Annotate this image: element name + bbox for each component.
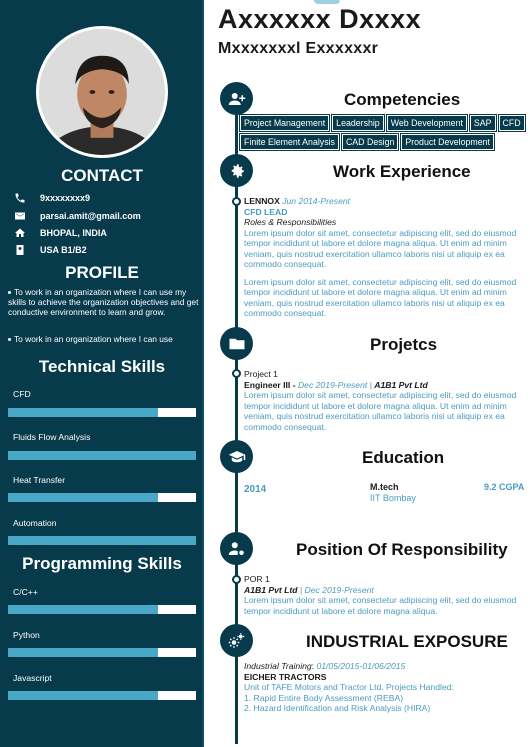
contact-location <box>14 227 107 239</box>
contact-email[interactable] <box>14 210 141 222</box>
skill-bar <box>8 691 196 700</box>
skill-bar-fill <box>8 691 158 700</box>
competency-tag: CFD <box>499 115 525 131</box>
skill-label: Python <box>13 630 40 640</box>
profile-paragraph-1: To work in an organization where I can use my skills to achieve the organization objectives and get conductive environment to learn and grow. <box>8 287 199 317</box>
project-label: Project 1 <box>244 369 278 379</box>
profile-heading: PROFILE <box>65 263 139 282</box>
work-paragraph: Lorem ipsum dolor sit amet, consectetur adipiscing elit, sed do eiusmod tempor incididunt ut labore et dolore magna aliqua. Ut enim ad minim veniam, quis nostrud exercitation ullamco laboris nisi ut aliquip ex ea commodo consequat. <box>244 276 517 318</box>
responsibility-dates: Dec 2019-Present <box>304 584 374 595</box>
education-institute: IIT Bombay <box>370 493 416 503</box>
industrial-heading: INDUSTRIAL EXPOSURE <box>306 632 508 651</box>
graduation-cap-icon <box>220 440 253 473</box>
programming-skills-heading: Programming Skills <box>22 554 182 573</box>
industrial-line: Unit of TAFE Motors and Tractor Ltd. Projects Handled: <box>244 682 454 692</box>
competency-tag: Product Development <box>401 134 494 150</box>
skill-bar <box>8 493 196 502</box>
project-role: Engineer III <box>244 379 291 390</box>
skill-bar-fill <box>8 536 196 545</box>
contact-visa-text: USA B1/B2 <box>40 245 87 255</box>
competency-tags <box>240 115 528 150</box>
skill-label: Fluids Flow Analysis <box>13 432 91 442</box>
education-degree: M.tech <box>370 482 399 492</box>
add-user-icon <box>220 82 253 115</box>
mail-icon <box>14 210 32 222</box>
competency-tag: Leadership <box>332 115 384 131</box>
skill-bar <box>8 648 196 657</box>
folder-icon <box>220 327 253 360</box>
competencies-heading: Competencies <box>344 90 461 109</box>
home-icon <box>14 227 32 239</box>
user-gear-icon <box>220 532 253 565</box>
candidate-title: Mxxxxxxxl Exxxxxxr <box>218 40 379 57</box>
skill-bar <box>8 605 196 614</box>
gears-icon <box>220 624 253 657</box>
contact-heading: CONTACT <box>61 166 143 185</box>
phone-icon <box>14 192 32 204</box>
sidebar <box>0 0 204 747</box>
work-paragraph: Lorem ipsum dolor sit amet, consectetur adipiscing elit, sed do eiusmod tempor incididunt ut labore et dolore magna aliqua. Ut enim ad minim veniam, quis nostrud exercitation ullamco laboris nisi ut aliquip ex ea commodo consequat. <box>244 227 517 269</box>
skill-bar <box>8 451 196 460</box>
competency-tag: SAP <box>470 115 496 131</box>
project-paragraph: Lorem ipsum dolor sit amet, consectetur adipiscing elit, sed do eiusmod tempor incididunt ut labore et dolore magna aliqua. Ut enim ad minim veniam, quis nostrud exercitation ullamco laboris nisi ut aliquip ex ea commodo consequat. <box>244 390 517 432</box>
main-content <box>204 0 530 747</box>
responsibility-heading: Position Of Responsibility <box>296 540 508 559</box>
skill-bar <box>8 408 196 417</box>
education-heading: Education <box>362 448 445 467</box>
responsibility-company: A1B1 Pvt Ltd <box>244 584 298 595</box>
contact-phone-text: 9xxxxxxxx9 <box>40 193 91 203</box>
work-experience-heading: Work Experience <box>333 162 471 181</box>
contact-email-text[interactable]: parsai.amit@gmail.com <box>40 211 141 221</box>
education-cgpa: 9.2 CGPA <box>484 482 525 492</box>
gear-icon <box>220 154 253 187</box>
technical-skills-heading: Technical Skills <box>38 357 166 376</box>
responsibility-label: POR 1 <box>244 574 270 584</box>
work-entry <box>244 196 526 319</box>
skill-bar-fill <box>8 408 158 417</box>
timeline-dot <box>232 197 241 206</box>
project-entry: Project 1 Engineer III - Dec 2019-Present | A1B1 Pvt Ltd Lorem ipsum dolor sit amet, consectetur adipiscing elit, sed do eiusmod tempor incididunt ut labore et dolore magna aliqua. Ut enim ad minim veniam, quis nostrud exercitation ullamco laboris nisi ut aliquip ex ea commodo consequat. <box>244 369 526 432</box>
contact-location-text: BHOPAL, INDIA <box>40 228 107 238</box>
work-role: CFD LEAD <box>244 206 288 217</box>
project-dates: Dec 2019-Present <box>297 379 368 390</box>
candidate-name: Axxxxxx Dxxxx <box>218 4 422 34</box>
responsibility-paragraph: Lorem ipsum dolor sit amet, consectetur adipiscing elit, sed do eiusmod tempor incididunt ut labore et dolore magna aliqua. <box>244 595 517 616</box>
skill-label: Heat Transfer <box>13 475 66 485</box>
projects-heading: Projetcs <box>370 335 438 354</box>
work-company: LENNOX <box>244 196 280 206</box>
work-dates: Jun 2014-Present <box>282 196 351 206</box>
competency-tag: CAD Design <box>342 134 398 150</box>
skill-bar-fill <box>8 493 158 502</box>
competency-tag: Web Development <box>387 115 467 131</box>
skill-bar <box>8 536 196 545</box>
profile-photo <box>36 26 168 158</box>
competency-tag: Project Management <box>240 115 329 131</box>
competency-tag: Finite Element Analysis <box>240 134 339 150</box>
skill-label: Automation <box>13 518 57 528</box>
industrial-line: 1. Rapid Entire Body Assessment (REBA) <box>244 692 404 703</box>
contact-visa <box>14 244 87 256</box>
skill-bar-fill <box>8 451 196 460</box>
industrial-company: EICHER TRACTORS <box>244 671 327 682</box>
industrial-entry: Industrial Training: 01/05/2015-01/06/2015 EICHER TRACTORS Unit of TAFE Motors and Tractor Ltd. Projects Handled: 1. Rapid Entire Body Assessment (REBA) 2. Hazard Identification and Risk Analysis (HIRA) <box>244 661 526 714</box>
passport-icon <box>14 244 32 256</box>
skill-bar-fill <box>8 648 158 657</box>
skill-bar-fill <box>8 605 158 614</box>
industrial-dates: 01/05/2015-01/06/2015 <box>316 661 406 671</box>
avatar <box>39 29 165 155</box>
responsibility-entry: POR 1 A1B1 Pvt Ltd | Dec 2019-Present Lorem ipsum dolor sit amet, consectetur adipiscing elit, sed do eiusmod tempor incididunt ut labore et dolore magna aliqua. <box>244 574 526 616</box>
profile-paragraph-2: To work in an organization where I can use <box>8 334 200 344</box>
project-company: A1B1 Pvt Ltd <box>374 379 428 390</box>
skill-label: C/C++ <box>13 587 38 597</box>
timeline-dot <box>232 575 241 584</box>
industrial-line: 2. Hazard Identification and Risk Analysis (HIRA) <box>244 703 431 713</box>
contact-phone <box>14 192 90 204</box>
timeline-dot <box>232 369 241 378</box>
skill-label: CFD <box>13 389 31 399</box>
education-year: 2014 <box>244 484 267 495</box>
skill-label: Javascript <box>13 673 52 683</box>
industrial-training-label: Industrial Training <box>244 661 312 671</box>
work-subtitle: Roles & Responsibilities <box>244 217 337 227</box>
